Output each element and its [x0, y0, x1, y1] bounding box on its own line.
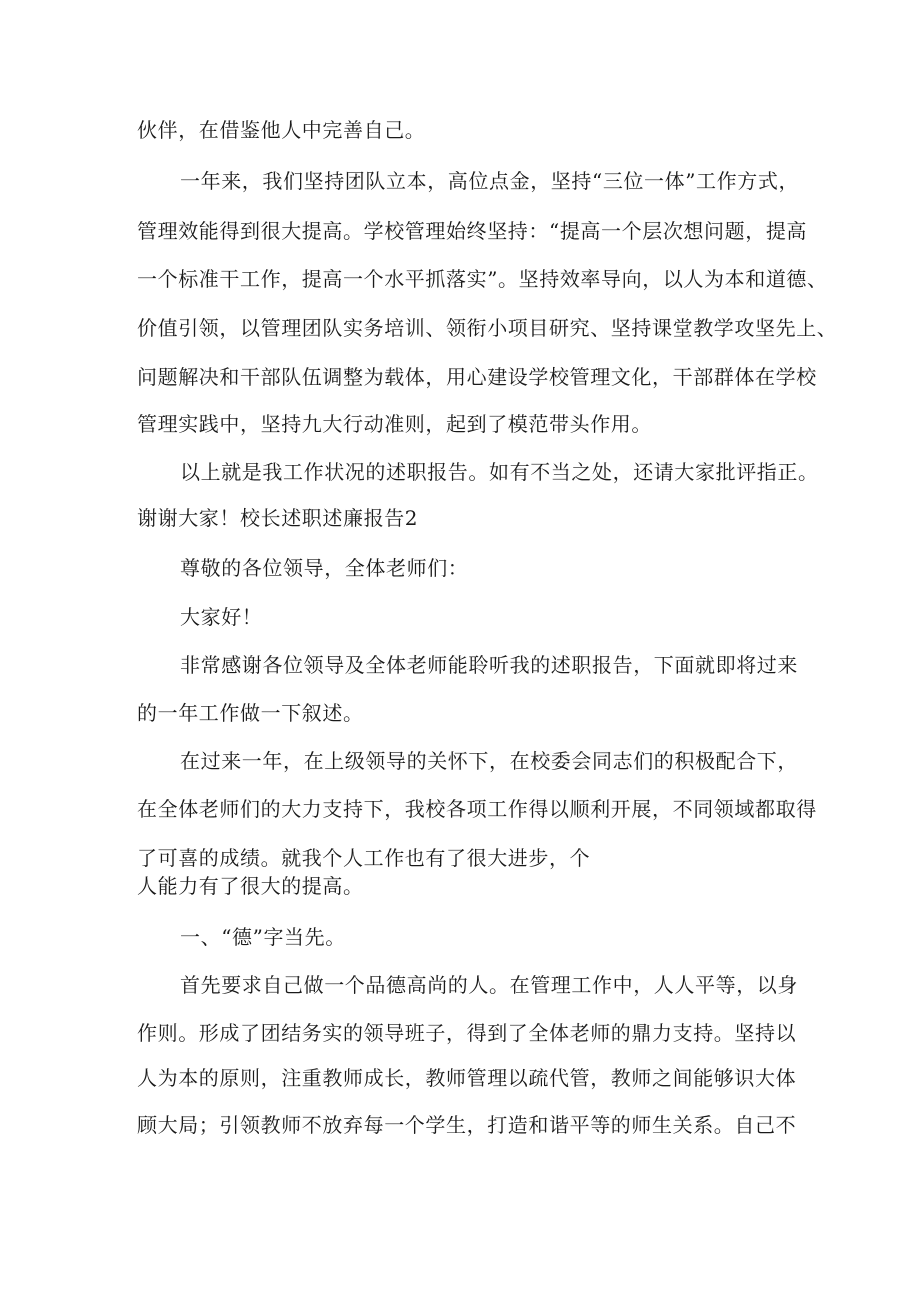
text-line: 价值引领，以管理团队实务培训、领衔小项目研究、坚持课堂教学攻坚先上、	[137, 316, 838, 340]
paragraph-line: 首先要求自己做一个品德高尚的人。在管理工作中，人人平等，以身	[180, 973, 798, 997]
text-line: 了可喜的成绩。就我个人工作也有了很大进步，个	[137, 846, 591, 870]
salutation: 尊敬的各位领导，全体老师们：	[180, 556, 469, 580]
text-line: 管理实践中，坚持九大行动准则，起到了模范带头作用。	[137, 412, 652, 436]
text-line: 人能力有了很大的提高。	[137, 874, 364, 898]
paragraph-line: 在过来一年，在上级领导的关怀下，在校委会同志们的积极配合下，	[180, 749, 798, 773]
paragraph-line: 非常感谢各位领导及全体老师能聆听我的述职报告，下面就即将过来	[180, 653, 798, 677]
text-line: 在全体老师们的大力支持下，我校各项工作得以顺利开展，不同领域都取得	[137, 797, 817, 821]
text-line: 一个标准干工作，提高一个水平抓落实”。坚持效率导向，以人为本和道德、	[137, 267, 828, 291]
text-line: 顾大局；引领教师不放弃每一个学生，打造和谐平等的师生关系。自己不	[137, 1113, 797, 1137]
text-line: 人为本的原则，注重教师成长，教师管理以疏代管，教师之间能够识大体	[137, 1066, 797, 1090]
text-line: 的一年工作做一下叙述。	[137, 701, 364, 725]
greeting: 大家好！	[180, 605, 263, 629]
paragraph-line: 以上就是我工作状况的述职报告。如有不当之处，还请大家批评指正。	[180, 460, 819, 484]
paragraph-line: 一年来，我们坚持团队立本，高位点金，坚持“三位一体”工作方式，	[180, 169, 800, 193]
text-line: 伙伴，在借鉴他人中完善自己。	[137, 118, 426, 142]
subsection-heading: 一、“德”字当先。	[180, 925, 346, 949]
section-heading: 谢谢大家！校长述职述廉报告2	[137, 506, 419, 530]
text-line: 作则。形成了团结务实的领导班子，得到了全体老师的鼎力支持。坚持以	[137, 1021, 797, 1045]
text-line: 问题解决和干部队伍调整为载体，用心建设学校管理文化，干部群体在学校	[137, 365, 817, 389]
text-line: 管理效能得到很大提高。学校管理始终坚持：“提高一个层次想问题，提高	[137, 219, 808, 243]
